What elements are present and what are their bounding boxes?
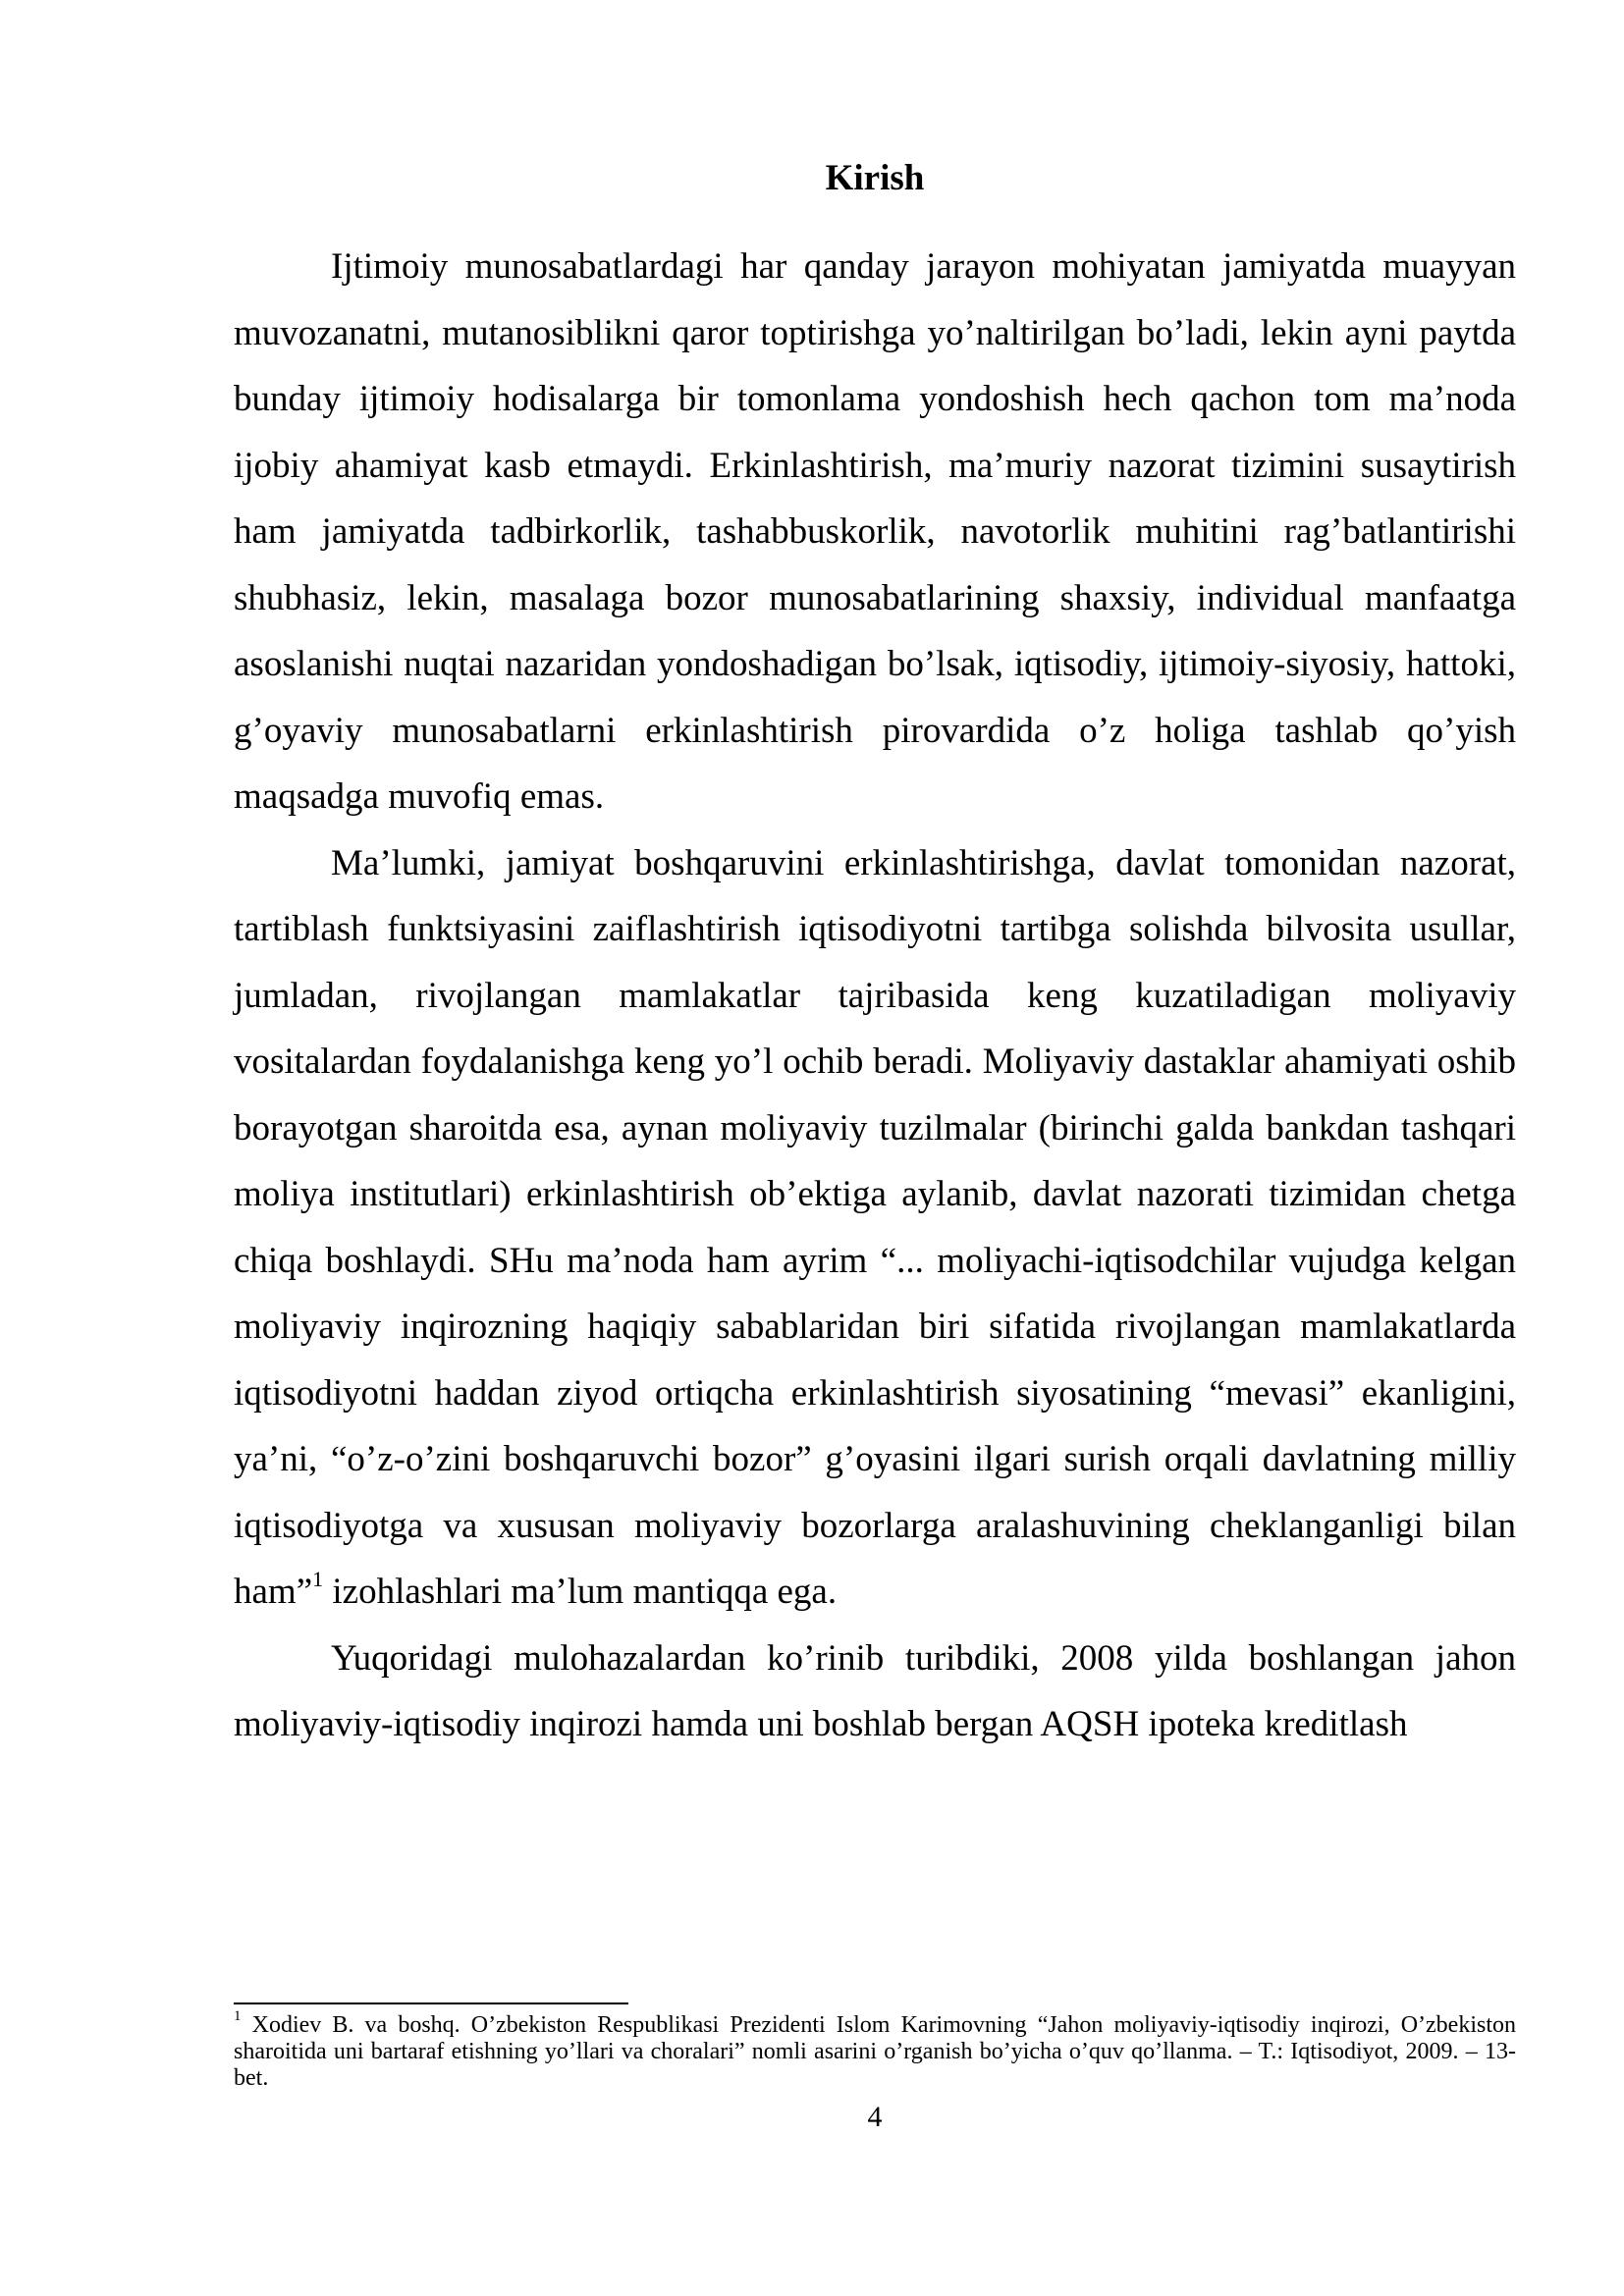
paragraph-2-text-end: izohlashlari ma’lum mantiqqa ega.	[323, 1572, 838, 1612]
footnote-number: 1	[234, 2008, 242, 2024]
footnote-reference[interactable]: 1	[312, 1566, 324, 1591]
paragraph-2-text: Ma’lumki, jamiyat boshqaruvini erkinlashtirishga, davlat tomonidan nazorat, tartiblash funktsiyasini zaiflashtirish iqtisodiyotni tartibga solishda bilvosita usullar, jumladan, rivojlangan mamlakatlar tajribasida keng kuzatiladigan moliyaviy vositalardan foydalanishga keng yo’l ochib beradi. Moliyaviy dastaklar ahamiyati oshib borayotgan sharoitda esa, aynan moliyaviy tuzilmalar (birinchi galda bankdan tashqari moliya institutlari) erkinlashtirish ob’ektiga aylanib, davlat nazorati tizimidan chetga chiqa boshlaydi. SHu ma’noda ham ayrim “... moliyachi-iqtisodchilar vujudga kelgan moliyaviy inqirozning haqiqiy sabablaridan biri sifatida rivojlangan mamlakatlarda iqtisodiyotni haddan ziyod ortiqcha erkinlashtirish siyosatining “mevasi” ekanligini, ya’ni, “o’z-o’zini boshqaruvchi bozor” g’oyasini ilgari surish orqali davlatning milliy iqtisodiyotga va xususan moliyaviy bozorlarga aralashuvining cheklanganligi bilan ham”	[234, 842, 1516, 1612]
page-title: Kirish	[825, 158, 925, 198]
paragraph-3: Yuqoridagi mulohazalardan ko’rinib turibdiki, 2008 yilda boshlangan jahon moliyaviy-iqtisodiy inqirozi hamda uni boshlab bergan AQSH ipoteka kreditlash	[234, 1637, 1516, 1744]
footnote-separator	[234, 2002, 628, 2004]
footnote	[234, 2008, 1516, 2092]
paragraph-2	[234, 830, 1516, 1626]
page-number: 4	[867, 2101, 883, 2133]
paragraph-1: Ijtimoiy munosabatlardagi har qanday jarayon mohiyatan jamiyatda muayyan muvozanatni, mutanosiblikni qaror toptirishga yo’naltirilgan bo’ladi, lekin ayni paytda bunday ijtimoiy hodisalarga bir tomonlama yondoshish hech qachon tom ma’noda ijobiy ahamiyat kasb etmaydi. Erkinlashtirish, ma’muriy nazorat tizimini susaytirish ham jamiyatda tadbirkorlik, tashabbuskorlik, navotorlik muhitini rag’batlantirishi shubhasiz, lekin, masalaga bozor munosabatlarining shaxsiy, individual manfaatga asoslanishi nuqtai nazaridan yondoshadigan bo’lsak, iqtisodiy, ijtimoiy-siyosiy, hattoki, g’oyaviy munosabatlarni erkinlashtirish pirovardida o’z holiga tashlab qo’yish maqsadga muvofiq emas.	[234, 246, 1516, 817]
footnote-text: Xodiev B. va boshq. O’zbekiston Respublikasi Prezidenti Islom Karimovning “Jahon moliyaviy-iqtisodiy inqirozi, O’zbekiston sharoitida uni bartaraf etishning yo’llari va choralari” nomli asarini o’rganish bo’yicha o’quv qo’llanma. – T.: Iqtisodiyot, 2009. – 13-bet.	[234, 2012, 1516, 2091]
main-text	[234, 234, 1516, 1758]
